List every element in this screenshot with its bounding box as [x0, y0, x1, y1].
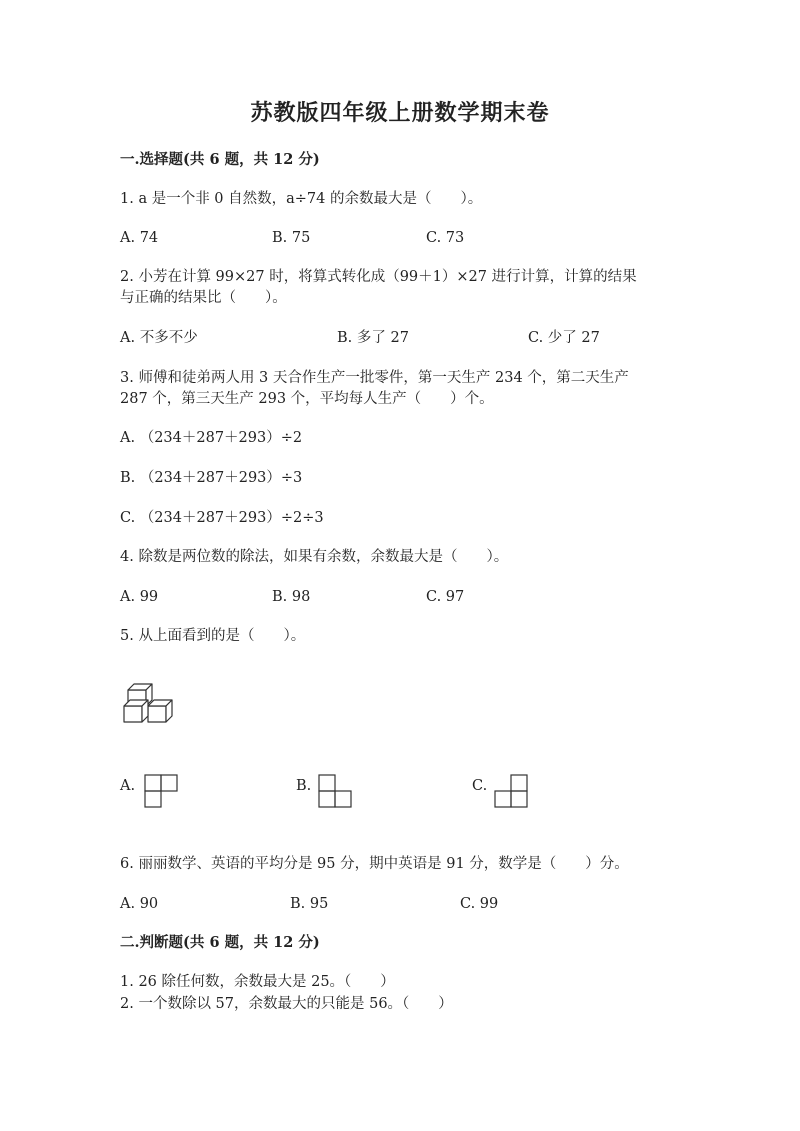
judgement-item-2: 2. 一个数除以 57，余数最大的只能是 56。（ ） — [120, 996, 453, 1012]
q6-option-c: C. 99 — [460, 896, 499, 912]
cube-stack-figure — [118, 676, 184, 728]
q6-option-b: B. 95 — [290, 896, 329, 912]
q4-option-a: A. 99 — [120, 589, 159, 605]
judgement-item-1: 1. 26 除任何数，余数最大是 25。（ ） — [120, 974, 395, 990]
q4-option-c: C. 97 — [426, 589, 465, 605]
q1-option-b: B. 75 — [272, 230, 311, 246]
q5-option-a-view-figure — [144, 774, 178, 808]
question-2-line-2: 与正确的结果比（ ）。 — [120, 290, 287, 306]
q2-option-c: C. 少了 27 — [528, 330, 600, 346]
q3-option-c: C. （234＋287＋293）÷2÷3 — [120, 510, 324, 526]
question-2-line-1: 2. 小芳在计算 99×27 时，将算式转化成（99＋1）×27 进行计算，计算的结果 — [120, 269, 637, 285]
q5-option-b-view-figure — [318, 774, 352, 808]
q2-option-b: B. 多了 27 — [337, 330, 409, 346]
page-title: 苏教版四年级上册数学期末卷 — [250, 100, 550, 126]
q2-option-a: A. 不多不少 — [120, 330, 198, 346]
question-4: 4. 除数是两位数的除法，如果有余数，余数最大是（ ）。 — [120, 549, 509, 565]
section-heading-choice: 一.选择题(共 6 题，共 12 分) — [120, 151, 320, 168]
q3-option-a: A. （234＋287＋293）÷2 — [120, 430, 303, 446]
q1-option-c: C. 73 — [426, 230, 465, 246]
question-3-line-2: 287 个，第三天生产 293 个，平均每人生产（ ）个。 — [120, 391, 494, 407]
question-6: 6. 丽丽数学、英语的平均分是 95 分，期中英语是 91 分，数学是（ ）分。 — [120, 856, 629, 872]
q5-option-a-label: A. — [120, 778, 136, 794]
q3-option-b: B. （234＋287＋293）÷3 — [120, 470, 303, 486]
question-3-line-1: 3. 师傅和徒弟两人用 3 天合作生产一批零件，第一天生产 234 个，第二天生产 — [120, 370, 629, 386]
question-5: 5. 从上面看到的是（ ）。 — [120, 628, 306, 644]
q4-option-b: B. 98 — [272, 589, 311, 605]
q1-option-a: A. 74 — [120, 230, 159, 246]
q5-option-b-label: B. — [296, 778, 312, 794]
section-heading-judgement: 二.判断题(共 6 题，共 12 分) — [120, 934, 320, 951]
q6-option-a: A. 90 — [120, 896, 159, 912]
q5-option-c-view-figure — [494, 774, 528, 808]
q5-option-c-label: C. — [472, 778, 488, 794]
question-1: 1. a 是一个非 0 自然数，a÷74 的余数最大是（ ）。 — [120, 191, 483, 207]
